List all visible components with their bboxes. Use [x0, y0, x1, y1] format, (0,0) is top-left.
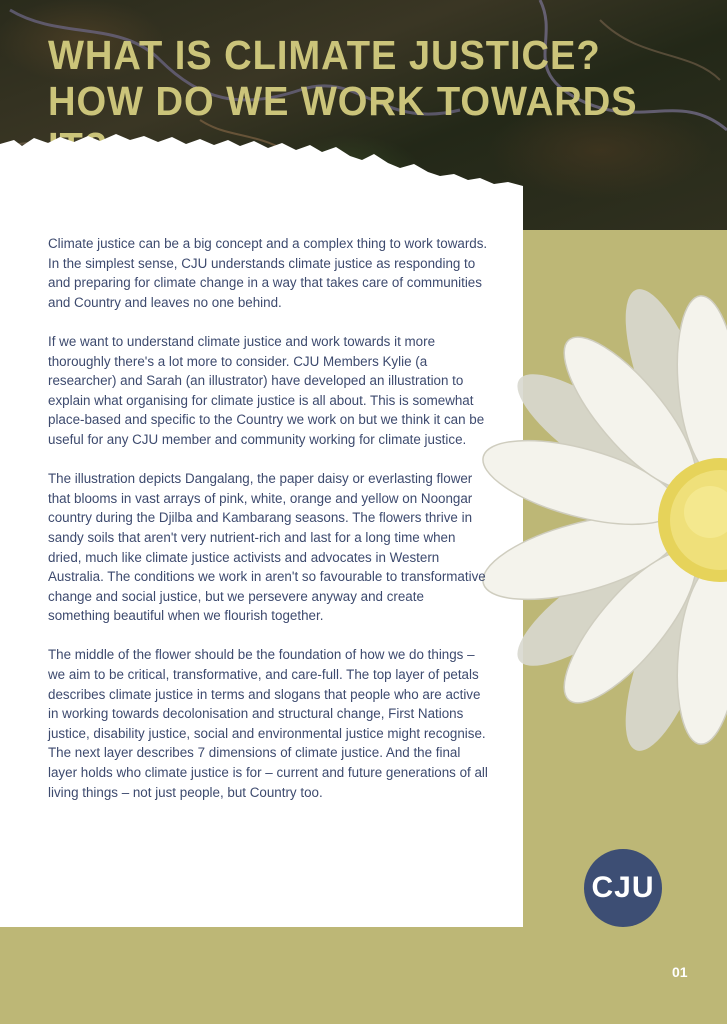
paper-daisy-illustration: [470, 230, 727, 840]
title-line-1: WHAT IS CLIMATE JUSTICE?: [48, 32, 601, 78]
paragraph-1: Climate justice can be a big concept and a complex thing to work towards. In the simplest sense, CJU understands climate justice as responding to and preparing for climate change in a way that takes care of communities and Country and leaves no one behind.: [48, 236, 488, 310]
cju-logo: CJU: [584, 849, 662, 927]
paragraph-4: The middle of the flower should be the foundation of how we do things – we aim to be critical, transformative, and care-full. The top layer of petals describes climate justice in terms and slogans that people who are active in working towards decolonisation and structural change, First Nations justice, disability justice, social and environmental justice might recognise. The next layer describes 7 dimensions of climate justice. And the final layer holds who climate justice is for – current and future generations of all living things – not just people, but Country too.: [48, 647, 488, 800]
paragraph-3: The illustration depicts Dangalang, the paper daisy or everlasting flower that blooms in vast arrays of pink, white, orange and yellow on Noongar country during the Djilba and Kambarang seasons. The flowers thrive in sandy soils that aren't very nutrient-rich and last for a long time when dried, much like climate justice activists and advocates in Western Australia. The conditions we work in aren't so favourable to transformative change and social justice, but we persevere anyway and create something beautiful when we flourish together.: [48, 471, 486, 624]
body-text: [48, 234, 488, 822]
page-number: 01: [672, 964, 688, 980]
paragraph-2: If we want to understand climate justice and work towards it more thoroughly there's a lot more to consider. CJU Members Kylie (a researcher) and Sarah (an illustrator) have developed an illustration to explain what organising for climate justice is all about. This is somewhat place-based and specific to the Country we work on but we think it can be useful for any CJU member and community working for climate justice.: [48, 333, 485, 447]
title-line-2: HOW DO WE WORK TOWARDS: [48, 78, 638, 124]
